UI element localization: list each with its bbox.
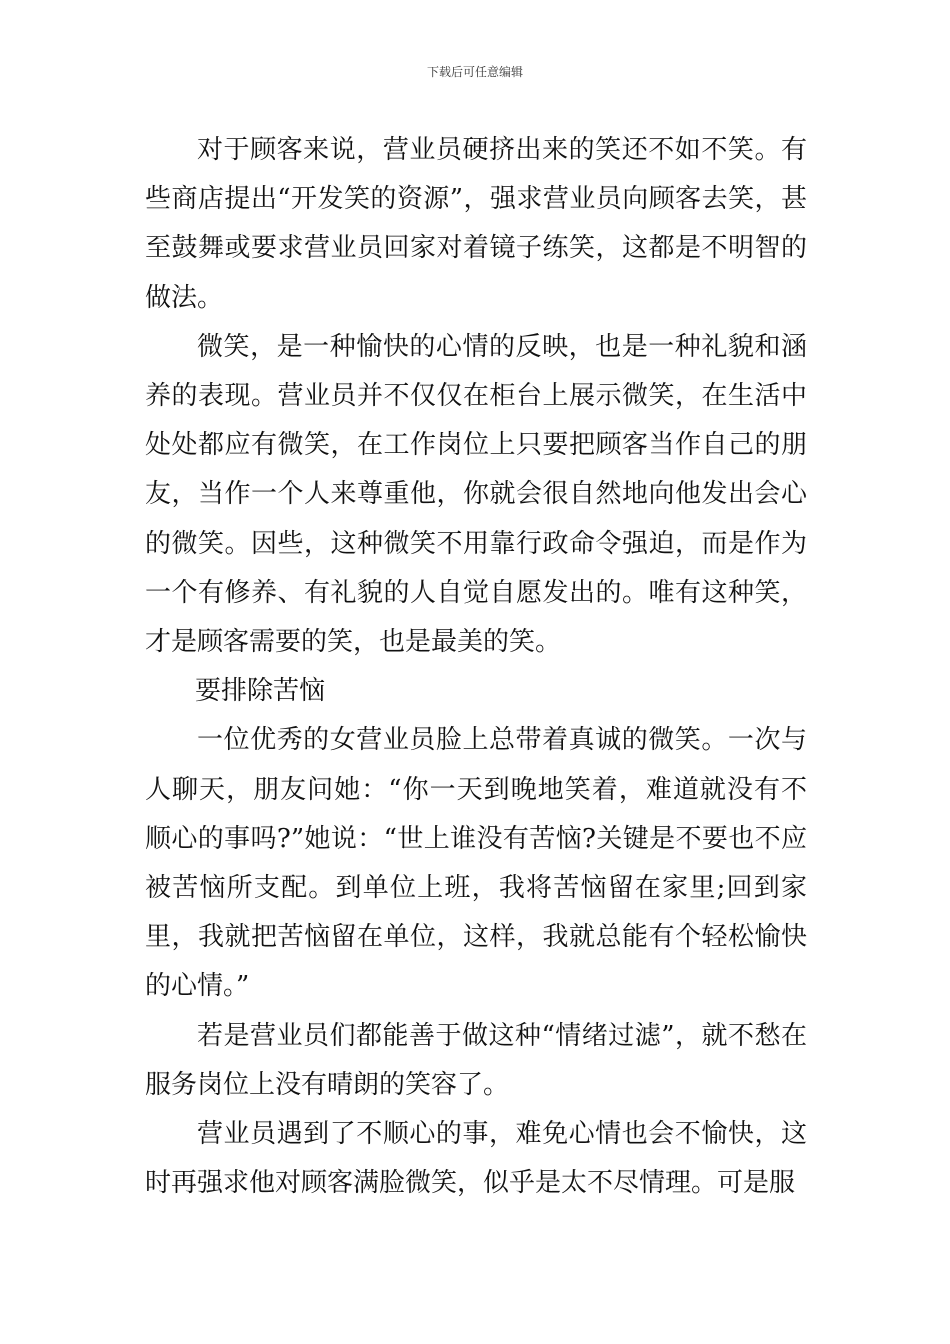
document-body (145, 126, 807, 1208)
section-heading: 要排除苦恼 (195, 676, 326, 707)
paragraph-anecdote: 一位优秀的女营业员脸上总带着真诚的微笑。一次与人聊天，朋友问她：“你一天到晚地笑着，难道就没有不顺心的事吗?”她说：“世上谁没有苦恼?关键是不要也不应被苦恼所支配。到单位上班，我将苦恼留在家里;回到家里，我就把苦恼留在单位，这样，我就总能有个轻松愉快的心情。” (145, 725, 807, 1002)
page-header-note: 下载后可任意编辑 (426, 65, 523, 79)
paragraph-emotion-filter: 若是营业员们都能善于做这种“情绪过滤”，就不愁在服务岗位上没有晴朗的笑容了。 (145, 1020, 807, 1100)
paragraph-forced-smile: 对于顾客来说，营业员硬挤出来的笑还不如不笑。有些商店提出“开发笑的资源”，强求营业员向顾客去笑，甚至鼓舞或要求营业员回家对着镜子练笑，这都是不明智的做法。 (145, 135, 807, 313)
paragraph-bad-mood: 营业员遇到了不顺心的事，难免心情也会不愉快，这时再强求他对顾客满脸微笑，似乎是太不尽情理。可是服 (145, 1119, 807, 1199)
paragraph-smile-reflection: 微笑，是一种愉快的心情的反映，也是一种礼貌和涵养的表现。营业员并不仅仅在柜台上展示微笑，在生活中处处都应有微笑，在工作岗位上只要把顾客当作自己的朋友，当作一个人来尊重他，你就会很自然地向他发出会心的微笑。因些，这种微笑不用靠行政命令强迫，而是作为一个有修养、有礼貌的人自觉自愿发出的。唯有这种笑，才是顾客需要的笑，也是最美的笑。 (145, 331, 807, 658)
